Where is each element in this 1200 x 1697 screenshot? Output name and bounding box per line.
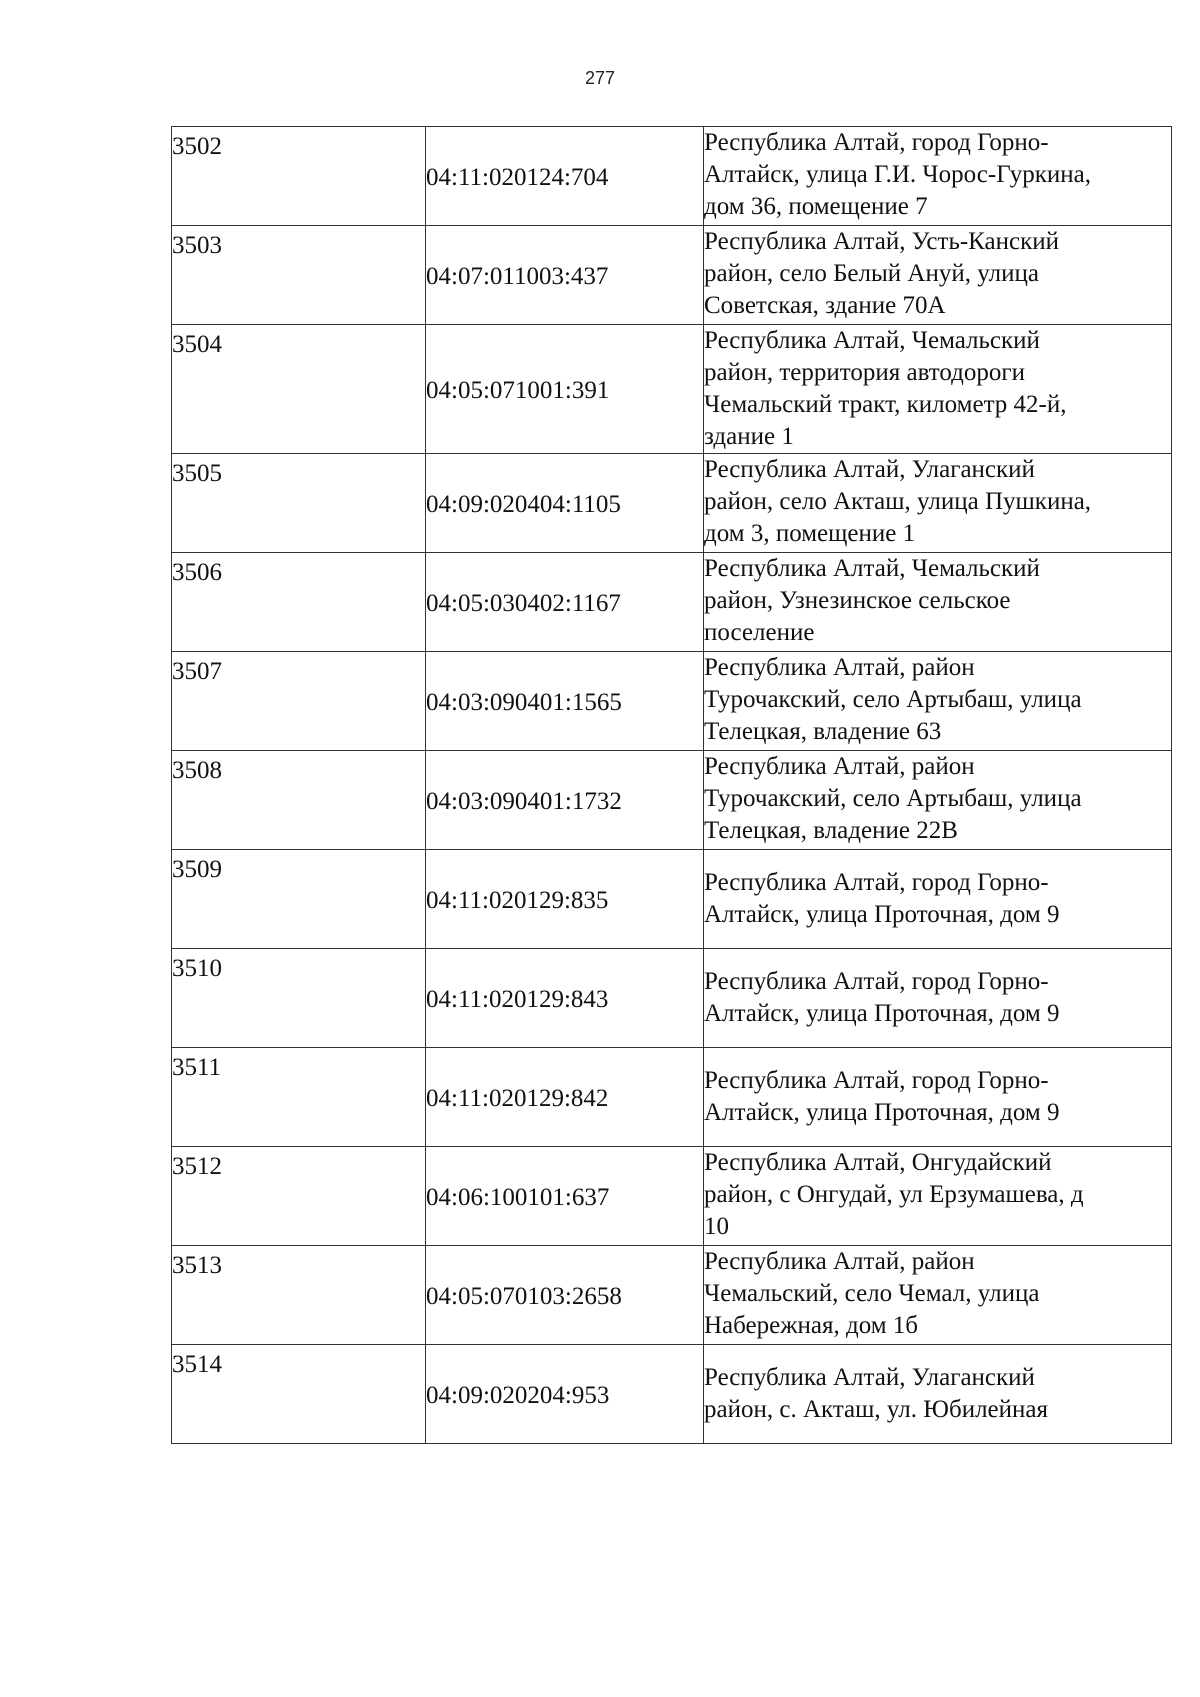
address-cell: Республика Алтай, город Горно- Алтайск, улица Г.И. Чорос-Гуркина, дом 36, помещение 7 — [704, 127, 1172, 226]
row-number-cell — [172, 1246, 426, 1345]
cadastral-number-cell — [426, 1147, 704, 1246]
cadastral-number: 04:03:090401:1565 — [426, 688, 622, 716]
cadastral-number-cell — [426, 454, 704, 553]
cadastral-number: 04:06:100101:637 — [426, 1183, 610, 1211]
cadastral-number: 04:05:071001:391 — [426, 376, 610, 404]
row-number: 3509 — [172, 856, 222, 883]
cadastral-number: 04:11:020129:842 — [426, 1084, 609, 1112]
address-cell: Республика Алтай, город Горно- Алтайск, улица Проточная, дом 9 — [704, 949, 1172, 1048]
row-number-cell — [172, 553, 426, 652]
cadastral-number: 04:05:070103:2658 — [426, 1282, 622, 1310]
row-number: 3505 — [172, 460, 222, 487]
cadastral-number-cell — [426, 553, 704, 652]
row-number-cell — [172, 127, 426, 226]
row-number: 3512 — [172, 1153, 222, 1180]
address-cell: Республика Алтай, Улаганский район, с. Акташ, ул. Юбилейная — [704, 1345, 1172, 1444]
page-number: 277 — [584, 68, 616, 88]
address-cell: Республика Алтай, район Турочакский, село Артыбаш, улица Телецкая, владение 22В — [704, 751, 1172, 850]
table-row — [172, 127, 1172, 226]
row-number-cell — [172, 1345, 426, 1444]
cadastral-number-cell — [426, 1048, 704, 1147]
cadastral-number: 04:11:020129:835 — [426, 886, 609, 914]
address-cell: Республика Алтай, Онгудайский район, с Онгудай, ул Ерзумашева, д 10 — [704, 1147, 1172, 1246]
row-number-cell — [172, 325, 426, 454]
row-number-cell — [172, 1147, 426, 1246]
cadastral-number-cell — [426, 226, 704, 325]
row-number: 3508 — [172, 757, 222, 784]
cadastral-number: 04:07:011003:437 — [426, 262, 609, 290]
table-row — [172, 1147, 1172, 1246]
cadastral-number-cell — [426, 949, 704, 1048]
row-number: 3507 — [172, 658, 222, 685]
table-row — [172, 1246, 1172, 1345]
row-number-cell — [172, 652, 426, 751]
address-cell: Республика Алтай, Чемальский район, территория автодороги Чемальский тракт, километр 42-й, здание 1 — [704, 325, 1172, 454]
property-registry-table — [171, 126, 1172, 1444]
row-number: 3510 — [172, 955, 222, 982]
row-number: 3504 — [172, 331, 222, 358]
cadastral-number-cell — [426, 325, 704, 454]
table-body — [172, 127, 1172, 1444]
row-number: 3511 — [172, 1054, 222, 1081]
address-cell: Республика Алтай, город Горно- Алтайск, улица Проточная, дом 9 — [704, 1048, 1172, 1147]
address-cell: Республика Алтай, Чемальский район, Узнезинское сельское поселение — [704, 553, 1172, 652]
row-number-cell — [172, 751, 426, 850]
cadastral-number-cell — [426, 1345, 704, 1444]
table-row — [172, 1048, 1172, 1147]
cadastral-number: 04:09:020404:1105 — [426, 490, 621, 518]
address-cell: Республика Алтай, Усть-Канский район, село Белый Ануй, улица Советская, здание 70А — [704, 226, 1172, 325]
address-cell: Республика Алтай, Улаганский район, село Акташ, улица Пушкина, дом 3, помещение 1 — [704, 454, 1172, 553]
table-row — [172, 1345, 1172, 1444]
address-cell: Республика Алтай, город Горно- Алтайск, улица Проточная, дом 9 — [704, 850, 1172, 949]
table-row — [172, 454, 1172, 553]
table-row — [172, 751, 1172, 850]
cadastral-number: 04:09:020204:953 — [426, 1381, 610, 1409]
row-number: 3513 — [172, 1252, 222, 1279]
row-number: 3503 — [172, 232, 222, 259]
table-row — [172, 226, 1172, 325]
cadastral-number-cell — [426, 751, 704, 850]
cadastral-number: 04:05:030402:1167 — [426, 589, 621, 617]
cadastral-number-cell — [426, 127, 704, 226]
cadastral-number: 04:11:020129:843 — [426, 985, 609, 1013]
address-cell: Республика Алтай, район Чемальский, село Чемал, улица Набережная, дом 1б — [704, 1246, 1172, 1345]
row-number-cell — [172, 1048, 426, 1147]
table-row — [172, 325, 1172, 454]
row-number-cell — [172, 850, 426, 949]
table-row — [172, 850, 1172, 949]
cadastral-number-cell — [426, 1246, 704, 1345]
cadastral-number: 04:03:090401:1732 — [426, 787, 622, 815]
row-number: 3506 — [172, 559, 222, 586]
row-number: 3514 — [172, 1351, 222, 1378]
table-row — [172, 553, 1172, 652]
cadastral-number-cell — [426, 850, 704, 949]
address-cell: Республика Алтай, район Турочакский, село Артыбаш, улица Телецкая, владение 63 — [704, 652, 1172, 751]
table-row — [172, 949, 1172, 1048]
cadastral-number: 04:11:020124:704 — [426, 163, 609, 191]
row-number-cell — [172, 949, 426, 1048]
cadastral-number-cell — [426, 652, 704, 751]
row-number: 3502 — [172, 133, 222, 160]
table-row — [172, 652, 1172, 751]
row-number-cell — [172, 226, 426, 325]
row-number-cell — [172, 454, 426, 553]
